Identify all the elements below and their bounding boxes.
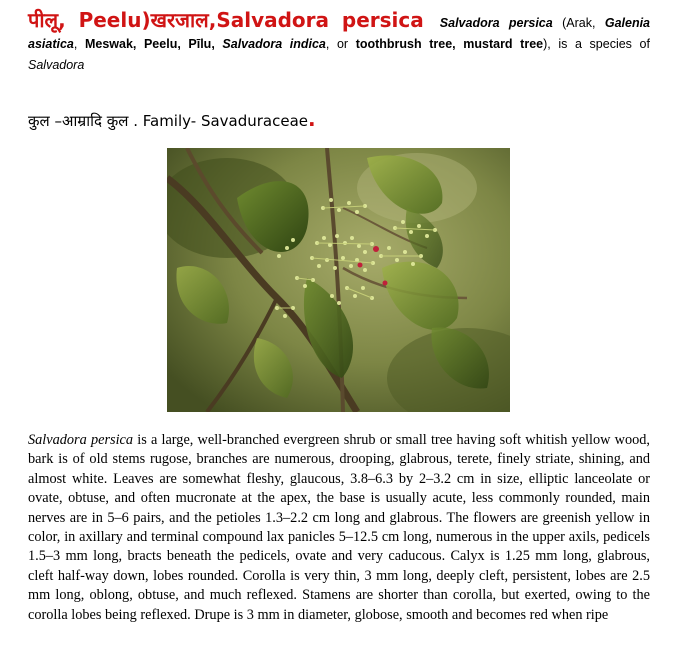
intro-galenia: Galenia asiatica	[28, 16, 651, 51]
title-latin-1: Peelu)	[65, 8, 151, 32]
family-line	[28, 107, 316, 131]
description-paragraph	[28, 431, 650, 625]
intro-name: Salvadora persica	[439, 16, 553, 30]
intro-text-2: ,	[73, 37, 85, 51]
intro-genus: Salvadora	[28, 58, 85, 72]
plant-photo	[167, 148, 510, 412]
title-hindi-2: खरजाल,	[150, 8, 217, 32]
family-hindi: कुल –आम्रादि कुल	[28, 112, 129, 130]
intro-common-names: toothbrush tree, mustard tree	[355, 37, 544, 51]
intro-indica: Salvadora indica	[222, 37, 326, 51]
intro-text-4: , or	[325, 37, 356, 51]
family-latin: . Family- Savaduraceae	[128, 112, 309, 130]
description-text: is a large, well-branched evergreen shrub or small tree having soft whitish yellow wood, bark is of old stems rugose, branches are numerous, drooping, glabrous, terete, finely striate, shining, and almost white. Leaves are somewhat fleshy, glaucous, 3.8–6.3 by 2–3.2 cm in size, elliptic lanceolate or ovate, obtuse, and often mucronate at the apex, the base is usually acute, less commonly rounded, main nerves are in 5–6 pairs, and the petioles 1.3–2.2 cm long and glabrous. The flowers are greenish yellow in color, in axillary and terminal compound lax panicles 5–12.5 cm long, numerous in the upper axils, pedicels 1.5–3 mm long, bracts beneath the pedicels, ovate and very caducous. Calyx is 1.25 mm long, glabrous, cleft half-way down, lobes rounded. Corolla is very thin, 3 mm long, deeply cleft, persistent, lobes are 2.5 mm long, oblong, obtuse, and much reflexed. Stamens are shorter than corolla, but exerted, owing to the corolla lobes being reflexed. Drupe is 3 mm in diameter, globose, smooth and becomes red when ripe	[28, 432, 650, 623]
title-latin-2: Salvadora persica	[216, 8, 424, 32]
page-header	[28, 10, 650, 76]
family-dot: .	[308, 107, 316, 131]
title	[28, 8, 424, 32]
title-hindi-1: पीलू,	[28, 8, 66, 32]
description-name: Salvadora persica	[28, 432, 134, 448]
plant-photo-graphic	[167, 148, 510, 412]
intro-text-5: ), is a species of	[543, 37, 650, 51]
intro-text-1: (Arak,	[552, 16, 605, 30]
intro-alt-names: Meswak, Peelu, Pīlu,	[84, 37, 215, 51]
